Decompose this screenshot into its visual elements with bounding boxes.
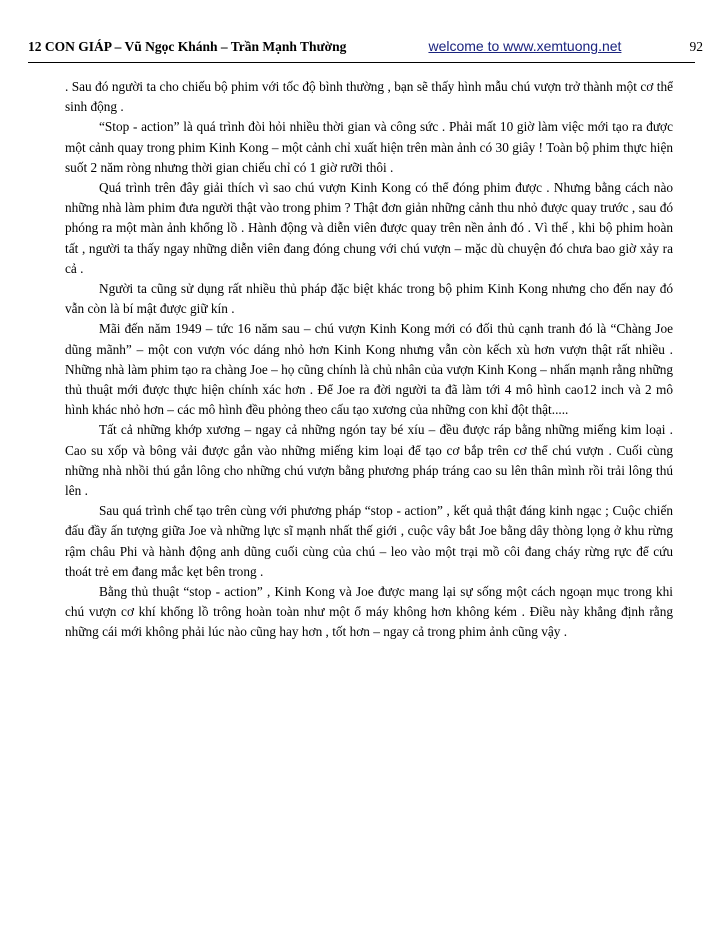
paragraph: Mãi đến năm 1949 – tức 16 năm sau – chú vượn Kinh Kong mới có đối thủ cạnh tranh đó là “Chàng Joe dũng mãnh” – một con vượn vóc dáng nhỏ hơn Kinh Kong nhưng vẫn còn kếch xù hơn vượn thật rất nhiều . Những nhà làm phim tạo ra chàng Joe – họ cũng chính là chủ nhân của vượn Kinh Kong – nhấn mạnh rằng những thủ thuật mới được thực hiện chính xác hơn . Để Joe ra đời người ta đã làm tới 4 mô hình cao12 inch và 2 mô hình khác nhỏ hơn – các mô hình đều phỏng theo cấu tạo xương của những con khỉ đột thật.....	[65, 321, 673, 418]
header-divider	[28, 62, 695, 63]
paragraph: Quá trình trên đây giải thích vì sao chú vượn Kinh Kong có thể đóng phim được . Nhưng bằng cách nào những nhà làm phim đưa người thật vào trong phim ? Thật đơn giản những cảnh thu nhỏ được quay trước , sau đó phóng ra một màn ảnh khổng lồ . Hành động và diễn viên được quay trên nền ảnh đó . Vì thế , khi bộ phim hoàn tất , người ta thấy ngay những diễn viên đang đóng chung với chú vượn – mặc dù chuyện đó chưa bao giờ xảy ra cả .	[65, 180, 673, 276]
paragraph: . Sau đó người ta cho chiếu bộ phim với tốc độ bình thường , bạn sẽ thấy hình mẫu chú vượn trở thành một cơ thể sinh động .	[65, 79, 673, 115]
page-header	[28, 38, 703, 55]
paragraph: Người ta cũng sử dụng rất nhiều thủ pháp đặc biệt khác trong bộ phim Kinh Kong nhưng cho đến nay đó vẫn còn là bí mật được giữ kín .	[65, 281, 673, 317]
header-title: 12 CON GIÁP – Vũ Ngọc Khánh – Trần Mạnh Thường	[28, 39, 347, 54]
page-number: 92	[689, 39, 703, 54]
paragraph: Sau quá trình chế tạo trên cùng với phương pháp “stop - action” , kết quả thật đáng kinh ngạc ; Cuộc chiến đấu đầy ấn tượng giữa Joe và những lực sĩ mạnh nhất thế giới , cuộc vây bắt Joe bằng dây thòng lọng ở khu rừng rậm châu Phi và hành động anh dũng cuối cùng của chú – leo vào một trại mồ côi đang cháy rừng rực để cứu thoát trẻ em đang mắc kẹt bên trong .	[65, 503, 673, 579]
paragraph: “Stop - action” là quá trình đòi hỏi nhiều thời gian và công sức . Phải mất 10 giờ làm việc mới tạo ra được một cảnh quay trong phim Kinh Kong – một cảnh chỉ xuất hiện trên màn ảnh có 30 giây ! Toàn bộ phim thực hiện suốt 2 năm ròng nhưng thời gian chiếu chỉ có 1 giờ rưỡi thôi .	[65, 119, 673, 175]
paragraph: Bằng thủ thuật “stop - action” , Kinh Kong và Joe được mang lại sự sống một cách ngoạn mục trong khi chú vượn cơ khí khổng lồ trông hoàn toàn như một ổ máy không hơn không kém . Điều này khẳng định rằng những cái mới không phải lúc nào cũng hay hơn , tốt hơn – ngay cả trong phim ảnh cũng vậy .	[65, 584, 673, 640]
header-website-link[interactable]: welcome to www.xemtuong.net	[428, 38, 622, 54]
document-body	[65, 77, 673, 643]
paragraph: Tất cả những khớp xương – ngay cả những ngón tay bé xíu – đều được ráp bằng những miếng kim loại . Cao su xốp và bông vải được gắn vào những miếng kim loại để tạo cơ bắp trên cơ thể chú vượn . Cuối cùng những nhà nhồi thú gắn lông cho những chú vượn bằng phương pháp tráng cao su lên thân mình rồi trải lông thú lên .	[65, 422, 673, 499]
